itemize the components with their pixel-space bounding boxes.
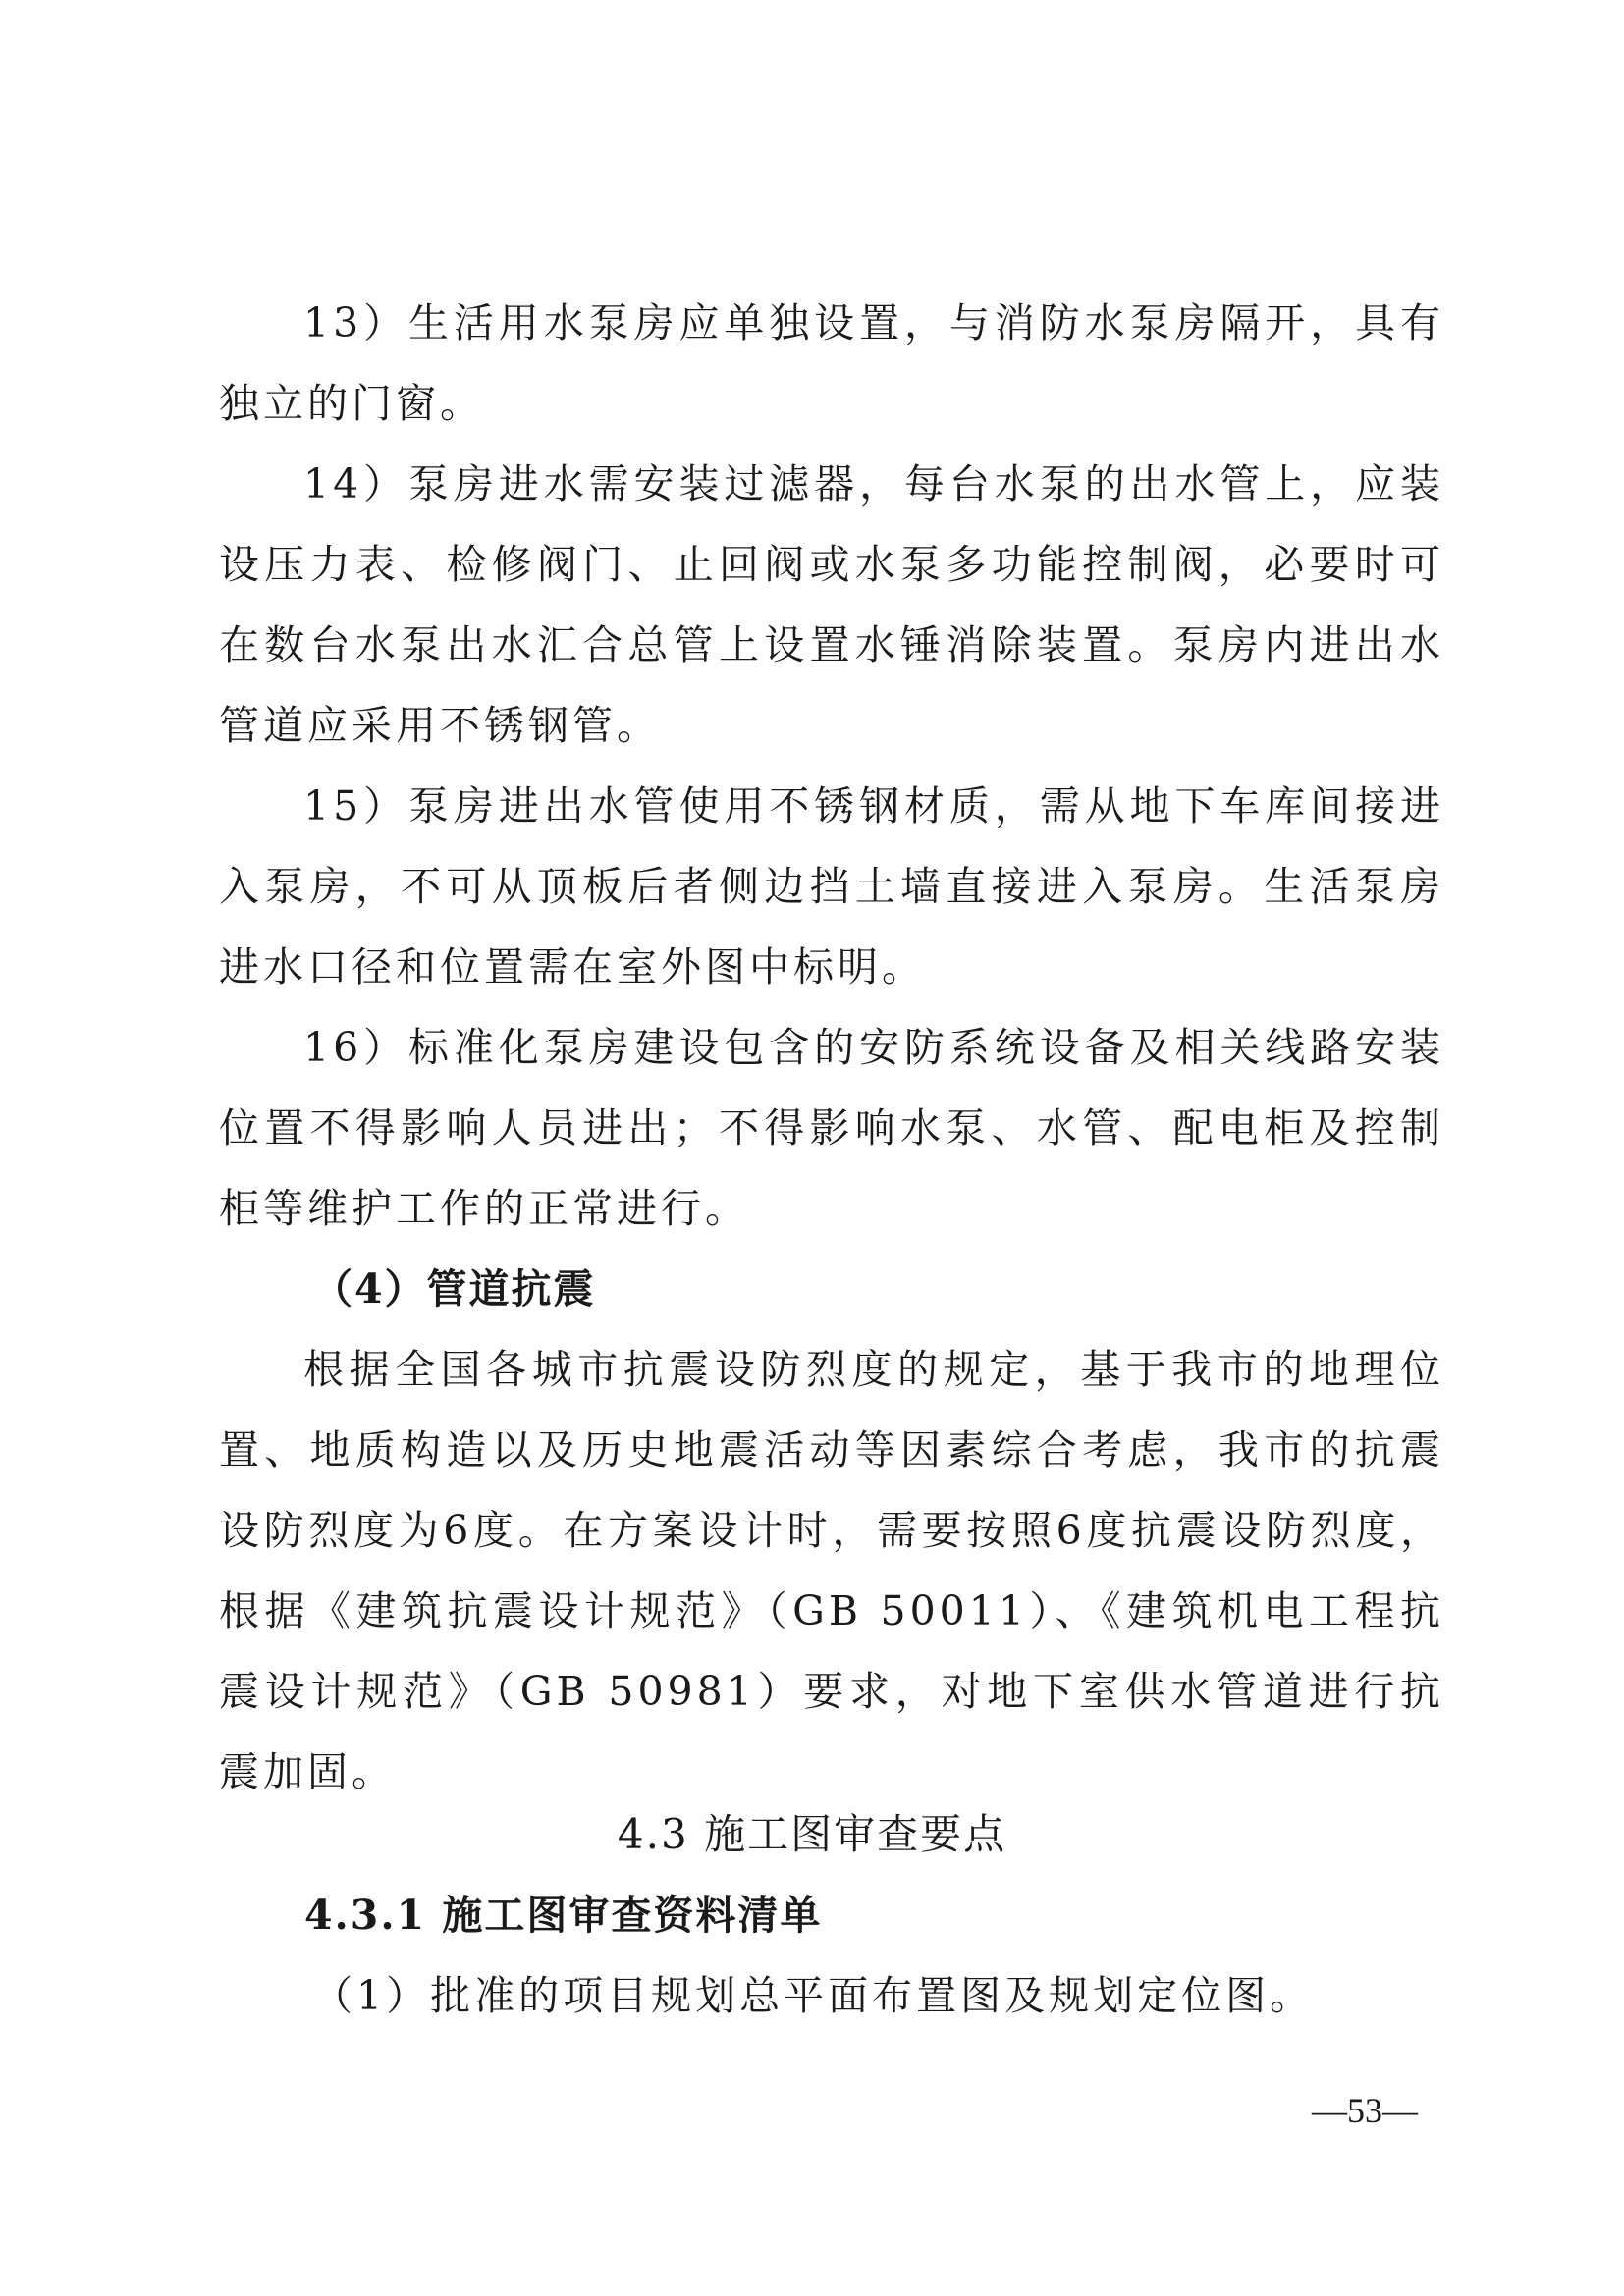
section-title: 4.3 施工图审查要点 <box>617 1810 1007 1858</box>
subsection-body: 根据全国各城市抗震设防烈度的规定，基于我市的地理位置、地质构造以及历史地震活动等因素综合考虑，我市的抗震设防烈度为6度。在方案设计时，需要按照6度抗震设防烈度，根据《建筑抗震设计规范》（GB 50011）、《建筑机电工程抗震设计规范》（GB 50981）要求，对地下室供水管道进行抗震加固。 <box>219 1346 1444 1795</box>
paragraph-14: 14）泵房进水需安装过滤器，每台水泵的出水管上，应装设压力表、检修阀门、止回阀或水泵多功能控制阀，必要时可在数台水泵出水汇合总管上设置水锤消除装置。泵房内进出水管道应采用不锈钢管。 <box>219 460 1444 749</box>
list-item: （1）批准的项目规划总平面布置图及规划定位图。 <box>312 1972 1315 2019</box>
subsection-heading: （4）管道抗震 <box>312 1265 596 1312</box>
paragraph-13: 13）生活用水泵房应单独设置，与消防水泵房隔开，具有独立的门窗。 <box>219 299 1444 427</box>
paragraph-15: 15）泵房进出水管使用不锈钢材质，需从地下车库间接进入泵房，不可从顶板后者侧边挡土墙直接进入泵房。生活泵房进水口径和位置需在室外图中标明。 <box>219 782 1444 990</box>
paragraph-16: 16）标准化泵房建设包含的安防系统设备及相关线路安装位置不得影响人员进出；不得影响水泵、水管、配电柜及控制柜等维护工作的正常进行。 <box>219 1024 1444 1232</box>
item-heading: 4.3.1 施工图审查资料清单 <box>304 1892 823 1939</box>
page-number: —53— <box>1312 2091 1418 2130</box>
